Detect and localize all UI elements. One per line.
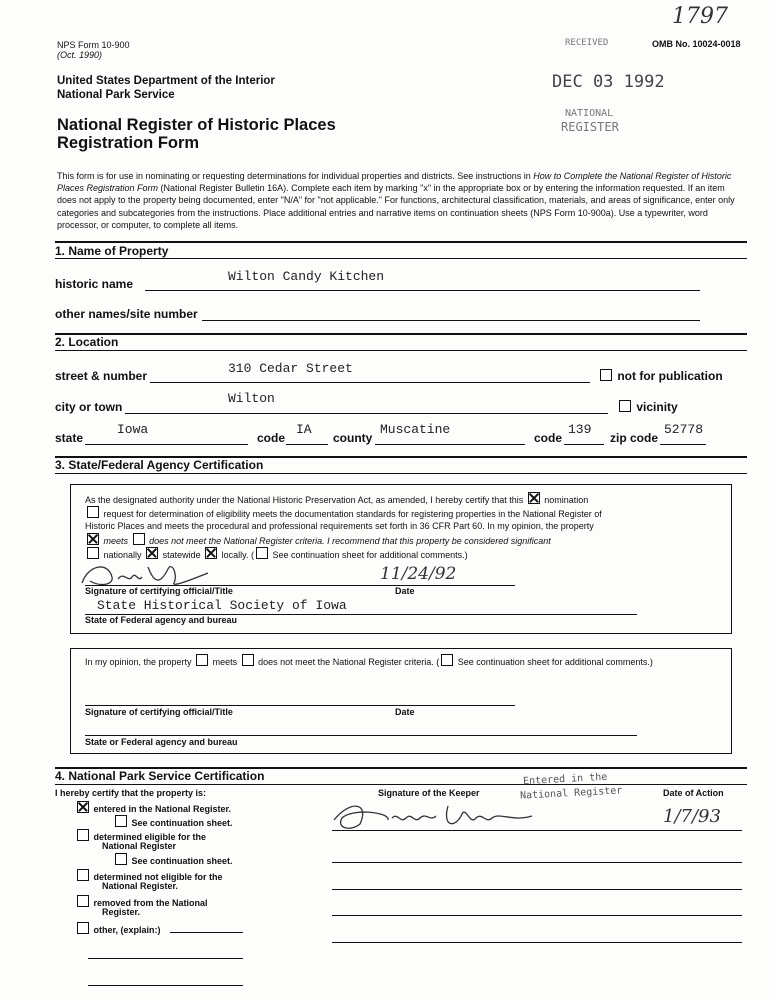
action-label: Date of Action (663, 788, 724, 798)
opinion-does-not-meet-checkbox[interactable] (242, 654, 254, 666)
divider (55, 473, 747, 474)
keeper-line (332, 830, 742, 831)
other-names-label: other names/site number (55, 307, 198, 321)
see-continuation-checkbox[interactable] (256, 547, 268, 559)
entered-stamp-2: National Register (519, 785, 623, 802)
not-for-publication-checkbox[interactable] (600, 369, 612, 381)
field-line (332, 915, 742, 916)
state-code-value[interactable]: IA (296, 422, 312, 437)
divider (55, 784, 747, 785)
county-code-value[interactable]: 139 (568, 422, 592, 437)
zip-label: zip code (610, 431, 659, 445)
street-value[interactable]: 310 Cedar Street (228, 361, 353, 376)
signature-line (85, 705, 515, 706)
service: National Park Service (57, 89, 175, 101)
field-line (332, 889, 742, 890)
agency-label: State of Federal agency and bureau (85, 615, 238, 625)
county-value[interactable]: Muscatine (380, 422, 451, 437)
vicinity-label: vicinity (636, 400, 678, 414)
date-stamp: DEC 03 1992 (552, 72, 665, 92)
meets-checkbox[interactable] (87, 533, 99, 545)
divider (55, 258, 747, 259)
city-label: city or town (55, 400, 123, 414)
omb-number: OMB No. 10024-0018 (652, 39, 741, 49)
city-value[interactable]: Wilton (228, 391, 275, 406)
entered-checkbox[interactable] (77, 801, 89, 813)
register-stamp-2: REGISTER (561, 120, 619, 134)
page-subtitle: Registration Form (57, 134, 200, 152)
form-number: NPS Form 10-900 (57, 40, 130, 50)
eligible-see-cont-checkbox[interactable] (115, 853, 127, 865)
historic-name-label: historic name (55, 277, 134, 291)
state-value[interactable]: Iowa (117, 422, 149, 437)
entered-option: entered in the National Register. (75, 801, 231, 814)
field-line (85, 444, 248, 445)
field-line (660, 444, 706, 445)
action-date: 1/7/93 (663, 806, 721, 827)
not-eligible-checkbox[interactable] (77, 869, 89, 881)
agency-value[interactable]: State Historical Society of Iowa (97, 598, 347, 613)
agency-line (85, 735, 637, 736)
county-code-label: code (534, 431, 563, 445)
eligible-option: determined eligible for the (75, 829, 206, 842)
county-label: county (333, 431, 373, 445)
date-label: Date (395, 586, 415, 596)
field-line (286, 444, 328, 445)
divider (55, 241, 747, 243)
not-eligible-option-2: National Register. (102, 881, 179, 891)
not-eligible-option: determined not eligible for the (75, 869, 223, 882)
street-label: street & number (55, 369, 148, 383)
register-stamp-1: NATIONAL (565, 108, 614, 119)
field-line (375, 444, 525, 445)
divider (55, 333, 747, 335)
field-line (88, 985, 243, 986)
section-1-heading: 1. Name of Property (55, 244, 169, 258)
field-line (170, 932, 243, 933)
not-for-publication-label: not for publication (617, 369, 723, 383)
field-line (564, 444, 604, 445)
field-line (150, 382, 590, 383)
agency-label-2: State or Federal agency and bureau (85, 737, 238, 747)
entered-see-cont-checkbox[interactable] (115, 815, 127, 827)
code-label: code (257, 431, 286, 445)
section-3-heading: 3. State/Federal Agency Certification (55, 458, 264, 472)
eligible-checkbox[interactable] (77, 829, 89, 841)
removed-checkbox[interactable] (77, 895, 89, 907)
historic-name-value[interactable]: Wilton Candy Kitchen (228, 269, 385, 284)
vicinity-checkbox[interactable] (619, 400, 631, 412)
instructions: This form is for use in nominating or requesting determinations for individual properties and districts. See instructions in How to Complete the National Register of Historic Places Registration Form (National Register Bulletin 16A). Complete each item by marking "x" in the appropriate box or by entering the information requested. If an item does not apply to the property being documented, enter "N/A" for "not applicable." For functions, architectural classification, materials, and areas of significance, enter only categories and subcategories from the instructions. Place additional entries and narrative items on continuation sheets (NPS Form 10-900a). Use a typewriter, word processor, or computer, to complete all items. (57, 171, 735, 230)
request-checkbox[interactable] (87, 506, 99, 518)
see-cont-option-2: See continuation sheet. (113, 853, 233, 866)
signed-date: 11/24/92 (380, 564, 457, 584)
certification-text: As the designated authority under the National Historic Preservation Act, as amended, I hereby certify that this nomination request for determination of eligibility meets the documentation standards for registering properties in the National Register of Historic Places and meets the procedural and professional requirements set forth in 36 CFR Part 60. In my opinion, the property meets does not meet the National Register criteria. I recommend that this property be considered significant nationally statewide locally. ( See continuation sheet for additional comments.) (85, 492, 725, 561)
field-line (125, 413, 608, 414)
other-option: other, (explain:) (75, 922, 161, 935)
field-line (88, 958, 243, 959)
opinion-text: In my opinion, the property meets does not meet the National Register criteria. ( See continuation sheet for additional comments.) (85, 654, 715, 668)
department: United States Department of the Interior (57, 75, 275, 87)
field-line (332, 862, 742, 863)
nomination-checkbox[interactable] (528, 492, 540, 504)
eligible-option-2: National Register (102, 841, 177, 851)
section-2-heading: 2. Location (55, 335, 119, 349)
opinion-meets-checkbox[interactable] (196, 654, 208, 666)
signature-label-2: Signature of certifying official/Title (85, 707, 233, 717)
field-line (202, 320, 700, 321)
certify-label: I hereby certify that the property is: (55, 788, 207, 798)
handwritten-number: 1797 (672, 4, 728, 29)
see-cont-option: See continuation sheet. (113, 815, 233, 828)
field-line (332, 942, 742, 943)
not-for-publication (598, 369, 723, 383)
other-checkbox[interactable] (77, 922, 89, 934)
state-label: state (55, 431, 84, 445)
section-4-heading: 4. National Park Service Certification (55, 769, 265, 783)
form-date: (Oct. 1990) (57, 50, 103, 60)
divider (55, 350, 747, 351)
date-label-2: Date (395, 707, 415, 717)
zip-value[interactable]: 52778 (664, 422, 704, 437)
vicinity (617, 400, 678, 414)
received-stamp: RECEIVED (565, 38, 609, 48)
page-title: National Register of Historic Places (57, 116, 336, 134)
keeper-label: Signature of the Keeper (378, 788, 480, 798)
entered-stamp-1: Entered in the (522, 771, 608, 788)
opinion-see-continuation-checkbox[interactable] (441, 654, 453, 666)
field-line (145, 290, 700, 291)
does-not-meet-checkbox[interactable] (133, 533, 145, 545)
keeper-signature (330, 798, 545, 834)
signature-label: Signature of certifying official/Title (85, 586, 233, 596)
removed-option: removed from the National (75, 895, 208, 908)
removed-option-2: Register. (102, 907, 141, 917)
